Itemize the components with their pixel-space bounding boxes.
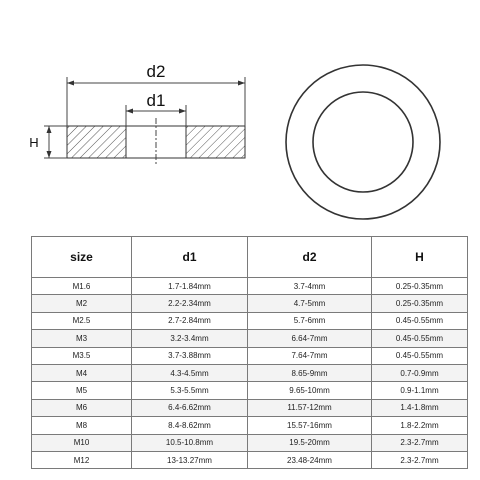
cell-h: 0.45-0.55mm xyxy=(372,347,468,364)
cell-d2: 7.64-7mm xyxy=(248,347,372,364)
cell-h: 1.4-1.8mm xyxy=(372,399,468,416)
cell-d1: 3.2-3.4mm xyxy=(132,330,248,347)
header-d1: d1 xyxy=(132,237,248,278)
cell-d1: 1.7-1.84mm xyxy=(132,278,248,295)
cell-d1: 2.2-2.34mm xyxy=(132,295,248,312)
table-row xyxy=(32,434,468,451)
cell-size: M3 xyxy=(32,330,132,347)
washer-technical-drawing xyxy=(0,0,480,236)
cell-size: M6 xyxy=(32,399,132,416)
cell-size: M10 xyxy=(32,434,132,451)
d2-arrow-left xyxy=(67,81,74,86)
header-h: H xyxy=(372,237,468,278)
cell-d2: 9.65-10mm xyxy=(248,382,372,399)
cross-section-view xyxy=(67,118,245,166)
cell-d2: 23.48-24mm xyxy=(248,451,372,468)
table-row xyxy=(32,347,468,364)
table-row xyxy=(32,312,468,329)
cell-size: M8 xyxy=(32,417,132,434)
cell-size: M2.5 xyxy=(32,312,132,329)
cell-d1: 13-13.27mm xyxy=(132,451,248,468)
cell-d2: 19.5-20mm xyxy=(248,434,372,451)
header-size: size xyxy=(32,237,132,278)
cell-d2: 4.7-5mm xyxy=(248,295,372,312)
cell-d2: 15.57-16mm xyxy=(248,417,372,434)
table-row xyxy=(32,278,468,295)
table-row xyxy=(32,382,468,399)
cell-h: 0.25-0.35mm xyxy=(372,295,468,312)
table-row xyxy=(32,330,468,347)
h-label: H xyxy=(29,135,39,150)
outer-circle xyxy=(286,65,440,219)
right-section-hatched xyxy=(186,126,245,158)
washer-size-table xyxy=(31,236,468,469)
cell-d1: 8.4-8.62mm xyxy=(132,417,248,434)
d2-label: d2 xyxy=(146,62,166,81)
cell-size: M12 xyxy=(32,451,132,468)
cell-h: 0.45-0.55mm xyxy=(372,330,468,347)
cell-d1: 5.3-5.5mm xyxy=(132,382,248,399)
table-row xyxy=(32,417,468,434)
cell-d2: 3.7-4mm xyxy=(248,278,372,295)
cell-d2: 11.57-12mm xyxy=(248,399,372,416)
cell-h: 0.45-0.55mm xyxy=(372,312,468,329)
d2-arrow-right xyxy=(238,81,245,86)
cell-d1: 10.5-10.8mm xyxy=(132,434,248,451)
cell-h: 0.25-0.35mm xyxy=(372,278,468,295)
cell-d1: 4.3-4.5mm xyxy=(132,364,248,381)
table-row xyxy=(32,451,468,468)
d1-arrow-right xyxy=(179,109,186,114)
cell-h: 2.3-2.7mm xyxy=(372,451,468,468)
cell-d1: 6.4-6.62mm xyxy=(132,399,248,416)
cell-d2: 6.64-7mm xyxy=(248,330,372,347)
header-d2: d2 xyxy=(248,237,372,278)
cell-size: M5 xyxy=(32,382,132,399)
table-header-row xyxy=(32,237,468,278)
h-arrow-top xyxy=(47,126,52,133)
cell-d1: 3.7-3.88mm xyxy=(132,347,248,364)
h-arrow-bottom xyxy=(47,151,52,158)
table-row xyxy=(32,295,468,312)
cell-h: 2.3-2.7mm xyxy=(372,434,468,451)
cell-h: 0.9-1.1mm xyxy=(372,382,468,399)
d1-label: d1 xyxy=(146,91,166,110)
table-row xyxy=(32,399,468,416)
cell-d1: 2.7-2.84mm xyxy=(132,312,248,329)
inner-circle xyxy=(313,92,413,192)
cell-size: M2 xyxy=(32,295,132,312)
cell-size: M1.6 xyxy=(32,278,132,295)
cell-h: 1.8-2.2mm xyxy=(372,417,468,434)
table-row xyxy=(32,364,468,381)
d1-arrow-left xyxy=(126,109,133,114)
cell-size: M4 xyxy=(32,364,132,381)
cell-d2: 5.7-6mm xyxy=(248,312,372,329)
cell-size: M3.5 xyxy=(32,347,132,364)
h-dimension xyxy=(29,126,67,158)
left-section-hatched xyxy=(67,126,126,158)
cell-h: 0.7-0.9mm xyxy=(372,364,468,381)
top-view xyxy=(286,65,440,219)
cell-d2: 8.65-9mm xyxy=(248,364,372,381)
